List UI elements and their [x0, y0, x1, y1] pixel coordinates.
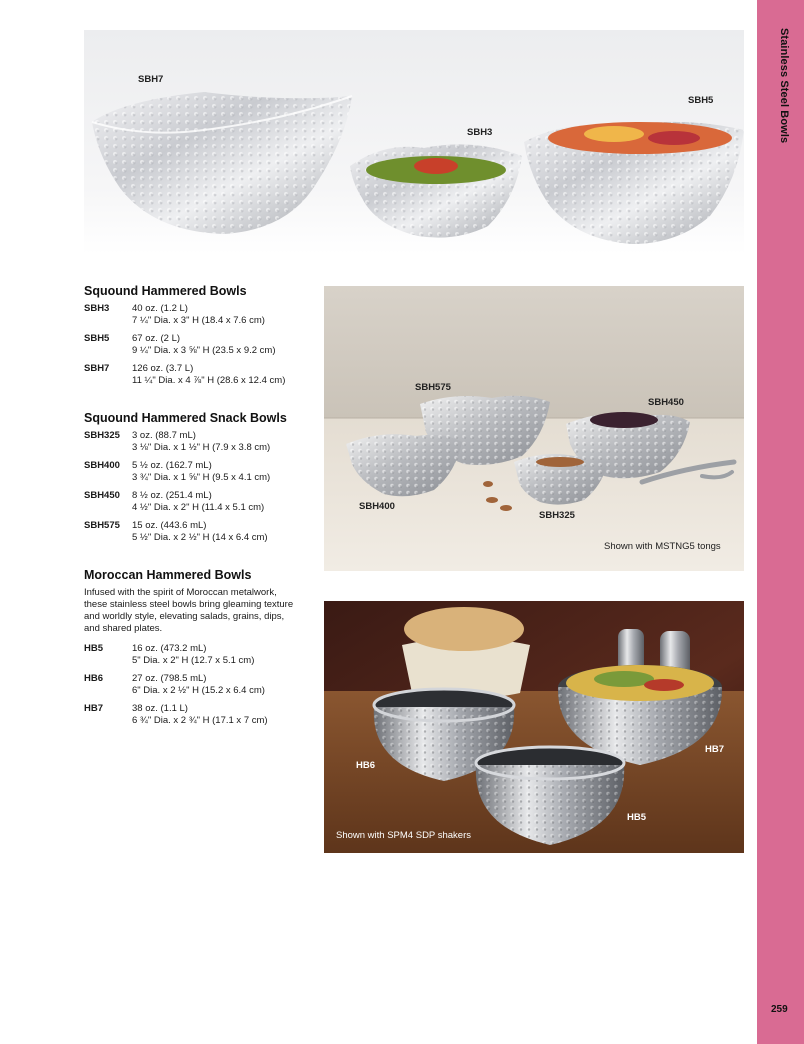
dimensions: 11 ¼" Dia. x 4 ⅞" H (28.6 x 12.4 cm): [132, 375, 286, 386]
dimensions: 4 ½" Dia. x 2" H (11.4 x 5.1 cm): [132, 502, 265, 513]
product-row-sbh5: [84, 333, 304, 357]
dimensions: 6 ¾" Dia. x 2 ¾" H (17.1 x 7 cm): [132, 715, 268, 726]
dimensions: 3 ¾" Dia. x 1 ⅝" H (9.5 x 4.1 cm): [132, 472, 271, 483]
label-sbh7: SBH7: [138, 74, 164, 85]
section-moroccan-hammered-bowls: [84, 568, 304, 733]
product-row-sbh450: [84, 490, 304, 514]
product-code: HB6: [84, 673, 104, 684]
capacity: 27 oz. (798.5 mL): [132, 673, 207, 684]
snack-bowls-photo: [324, 286, 744, 571]
product-row-hb6: [84, 673, 304, 697]
product-row-hb7: [84, 703, 304, 727]
product-row-sbh575: [84, 520, 304, 544]
product-row-sbh7: [84, 363, 304, 387]
moroccan-bowls-illustration: [324, 601, 744, 853]
product-spec: [132, 490, 304, 514]
section-squound-hammered-bowls: [84, 284, 304, 393]
product-spec: [132, 703, 304, 727]
page-number: 259: [771, 1004, 788, 1015]
dimensions: 7 ¼" Dia. x 3" H (18.4 x 7.6 cm): [132, 315, 265, 326]
product-code: SBH575: [84, 520, 120, 531]
capacity: 40 oz. (1.2 L): [132, 303, 188, 314]
section-description: Infused with the spirit of Moroccan metalwork, these stainless steel bowls bring gleaming texture and worldly style, elevating salads, grains, dips, and shared plates.: [84, 587, 294, 634]
label-hb6: HB6: [356, 760, 376, 771]
squound-bowls-illustration: [84, 30, 744, 254]
product-code: SBH325: [84, 430, 120, 441]
product-code: HB5: [84, 643, 104, 654]
photo-caption-shakers: Shown with SPM4 SDP shakers: [336, 830, 471, 841]
capacity: 8 ½ oz. (251.4 mL): [132, 490, 212, 501]
product-row-hb5: [84, 643, 304, 667]
capacity: 67 oz. (2 L): [132, 333, 181, 344]
dimensions: 5 ½" Dia. x 2 ½" H (14 x 6.4 cm): [132, 532, 268, 543]
section-tab-title: Stainless Steel Bowls: [778, 28, 790, 144]
label-sbh5: SBH5: [688, 95, 714, 106]
product-row-sbh400: [84, 460, 304, 484]
label-hb7: HB7: [705, 744, 725, 755]
product-spec: [132, 520, 304, 544]
product-spec: [132, 303, 304, 327]
squound-bowls-photo: [84, 30, 744, 254]
dimensions: 9 ¼" Dia. x 3 ⅝" H (23.5 x 9.2 cm): [132, 345, 276, 356]
section-side-tab: [757, 0, 804, 1044]
product-code: SBH400: [84, 460, 120, 471]
product-spec: [132, 363, 304, 387]
moroccan-bowls-photo: [324, 601, 744, 853]
product-spec: [132, 460, 304, 484]
label-sbh575: SBH575: [415, 382, 451, 393]
product-row-sbh325: [84, 430, 304, 454]
capacity: 16 oz. (473.2 mL): [132, 643, 207, 654]
photo-caption-tongs: Shown with MSTNG5 tongs: [604, 541, 721, 552]
snack-bowls-illustration: [324, 286, 744, 571]
section-title: Squound Hammered Snack Bowls: [84, 411, 287, 425]
capacity: 5 ½ oz. (162.7 mL): [132, 460, 212, 471]
capacity: 15 oz. (443.6 mL): [132, 520, 207, 531]
product-spec: [132, 430, 304, 454]
label-sbh450: SBH450: [648, 397, 684, 408]
label-sbh325: SBH325: [539, 510, 575, 521]
capacity: 3 oz. (88.7 mL): [132, 430, 196, 441]
label-sbh3: SBH3: [467, 127, 493, 138]
product-spec: [132, 643, 304, 667]
product-code: SBH7: [84, 363, 110, 374]
section-title: Squound Hammered Bowls: [84, 284, 247, 298]
section-squound-hammered-snack-bowls: [84, 411, 304, 550]
product-code: SBH450: [84, 490, 120, 501]
label-hb5: HB5: [627, 812, 647, 823]
product-spec: [132, 673, 304, 697]
dimensions: 5" Dia. x 2" H (12.7 x 5.1 cm): [132, 655, 255, 666]
capacity: 126 oz. (3.7 L): [132, 363, 194, 374]
dimensions: 3 ⅛" Dia. x 1 ½" H (7.9 x 3.8 cm): [132, 442, 271, 453]
product-code: SBH5: [84, 333, 110, 344]
capacity: 38 oz. (1.1 L): [132, 703, 188, 714]
section-title: Moroccan Hammered Bowls: [84, 568, 252, 582]
label-sbh400: SBH400: [359, 501, 395, 512]
product-code: HB7: [84, 703, 104, 714]
dimensions: 6" Dia. x 2 ½" H (15.2 x 6.4 cm): [132, 685, 265, 696]
product-spec: [132, 333, 304, 357]
product-row-sbh3: [84, 303, 304, 327]
product-code: SBH3: [84, 303, 110, 314]
